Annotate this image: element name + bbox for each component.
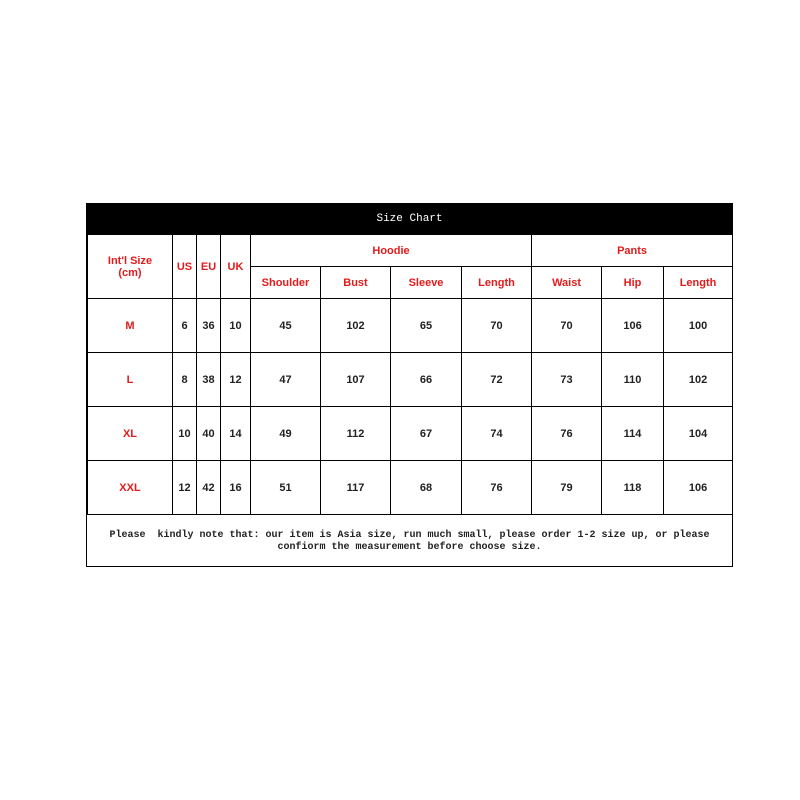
eu-cell: 36: [197, 299, 221, 353]
size-chart-title: Size Chart: [87, 204, 732, 234]
size-table: [87, 234, 733, 515]
size-chart: [86, 203, 733, 567]
table-row: [88, 461, 733, 515]
hoodie-length-cell: 70: [462, 299, 532, 353]
hoodie-length-header: Length: [462, 267, 532, 299]
hoodie-sleeve-header: Sleeve: [391, 267, 462, 299]
shoulder-cell: 49: [251, 407, 321, 461]
us-cell: 10: [173, 407, 197, 461]
hip-cell: 110: [602, 353, 664, 407]
sleeve-cell: 65: [391, 299, 462, 353]
uk-cell: 12: [221, 353, 251, 407]
hoodie-length-cell: 74: [462, 407, 532, 461]
hoodie-length-cell: 76: [462, 461, 532, 515]
waist-cell: 76: [532, 407, 602, 461]
hip-cell: 114: [602, 407, 664, 461]
eu-header: EU: [197, 235, 221, 299]
uk-cell: 14: [221, 407, 251, 461]
size-cell: M: [88, 299, 173, 353]
pants-waist-header: Waist: [532, 267, 602, 299]
sleeve-cell: 68: [391, 461, 462, 515]
pants-hip-header: Hip: [602, 267, 664, 299]
hoodie-shoulder-header: Shoulder: [251, 267, 321, 299]
eu-cell: 40: [197, 407, 221, 461]
intl-size-header: [88, 235, 173, 299]
bust-cell: 102: [321, 299, 391, 353]
eu-cell: 42: [197, 461, 221, 515]
hip-cell: 106: [602, 299, 664, 353]
bust-cell: 107: [321, 353, 391, 407]
uk-header: UK: [221, 235, 251, 299]
size-cell: XXL: [88, 461, 173, 515]
eu-cell: 38: [197, 353, 221, 407]
size-note: Please kindly note that: our item is Asia size, run much small, please order 1-2 size up, or please confiorm the measurement before choose size.: [109, 530, 710, 553]
uk-cell: 16: [221, 461, 251, 515]
hip-cell: 118: [602, 461, 664, 515]
waist-cell: 79: [532, 461, 602, 515]
shoulder-cell: 45: [251, 299, 321, 353]
shoulder-cell: 47: [251, 353, 321, 407]
pants-length-header: Length: [664, 267, 733, 299]
us-header: US: [173, 235, 197, 299]
us-cell: 6: [173, 299, 197, 353]
header-row-group: [88, 235, 733, 267]
table-row: [88, 299, 733, 353]
pants-length-cell: 106: [664, 461, 733, 515]
table-row: [88, 407, 733, 461]
pants-header: Pants: [532, 235, 733, 267]
pants-length-cell: 100: [664, 299, 733, 353]
pants-length-cell: 102: [664, 353, 733, 407]
hoodie-length-cell: 72: [462, 353, 532, 407]
us-cell: 12: [173, 461, 197, 515]
sleeve-cell: 66: [391, 353, 462, 407]
hoodie-bust-header: Bust: [321, 267, 391, 299]
uk-cell: 10: [221, 299, 251, 353]
hoodie-header: Hoodie: [251, 235, 532, 267]
sleeve-cell: 67: [391, 407, 462, 461]
us-cell: 8: [173, 353, 197, 407]
pants-length-cell: 104: [664, 407, 733, 461]
waist-cell: 70: [532, 299, 602, 353]
table-row: [88, 353, 733, 407]
bust-cell: 117: [321, 461, 391, 515]
intl-size-label: Int'l Size (cm): [107, 254, 153, 279]
waist-cell: 73: [532, 353, 602, 407]
shoulder-cell: 51: [251, 461, 321, 515]
bust-cell: 112: [321, 407, 391, 461]
size-cell: XL: [88, 407, 173, 461]
size-cell: L: [88, 353, 173, 407]
